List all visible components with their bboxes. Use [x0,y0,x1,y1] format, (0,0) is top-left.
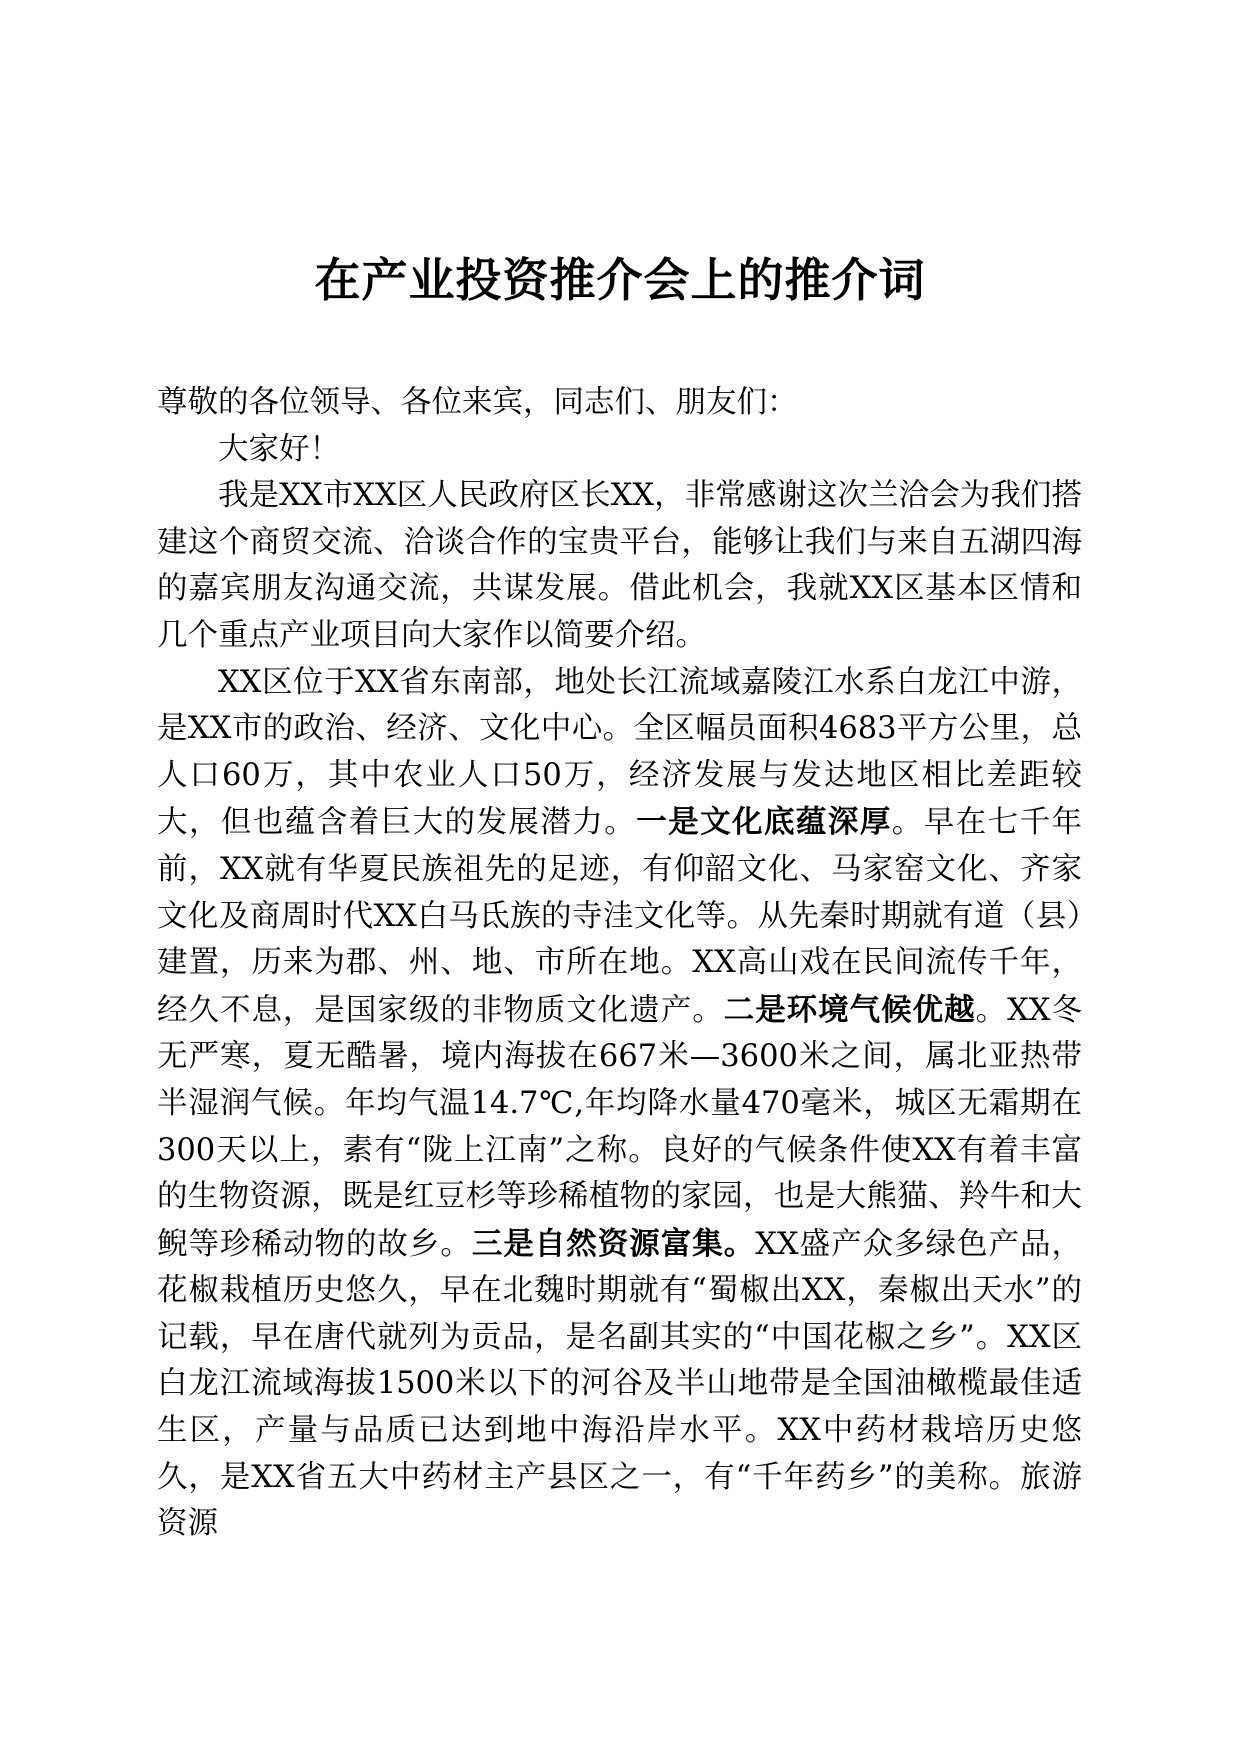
overview-text: XX区位于XX省东南部，地处长江流域嘉陵江水系白龙江中游，是XX市的政治、经济、文化中心。全区幅员面积4683平方公里，总人口60万，其中农业人口50万，经济发展与发达地区相比差距较大，但也蕴含着巨大的发展潜力。 [157,664,1082,841]
salutation: 尊敬的各位领导、各位来宾，同志们、朋友们： [157,385,798,420]
resources-text: XX盛产众多绿色产品，花椒栽植历史悠久，早在北魏时期就有“蜀椒出XX，秦椒出天水”的记载，早在唐代就列为贡品，是名副其实的“中国花椒之乡”。XX区白龙江流域海拔1500米以下的河谷及半山地带是全国油橄榄最佳适生区，产量与品质已达到地中海沿岸水平。XX中药材栽培历史悠久，是XX省五大中药材主产县区之一，有“千年药乡”的美称。旅游资源 [157,1226,1082,1542]
resources-heading: 三是自然资源富集。 [471,1225,756,1262]
paragraph-district-overview [157,660,1082,1548]
document-body [157,380,1082,1548]
climate-heading: 二是环境气候优越 [723,991,976,1028]
climate-text: 。XX冬无严寒，夏无酷暑，境内海拔在667米—3600米之间，属北亚热带半湿润气候。年均气温14.7℃,年均降水量470毫米，城区无霜期在300天以上，素有“陇上江南”之称。良好的气候条件使XX有着丰富的生物资源，既是红豆杉等珍稀植物的家园，也是大熊猫、羚牛和大鲵等珍稀动物的故乡。 [157,992,1082,1262]
culture-text: 。早在七千年前，XX就有华夏民族祖先的足迹，有仰韶文化、马家窑文化、齐家文化及商周时代XX白马氐族的寺洼文化等。从先秦时期就有道（县）建置，历来为郡、州、地、市所在地。XX高山戏在民间流传千年，经久不息，是国家级的非物质文化遗产。 [157,805,1083,1028]
paragraph-introduction: 我是XX市XX区人民政府区长XX，非常感谢这次兰洽会为我们搭建这个商贸交流、洽谈合作的宝贵平台，能够让我们与来自五湖四海的嘉宾朋友沟通交流，共谋发展。借此机会，我就XX区基本区情和几个重点产业项目向大家作以简要介绍。 [157,478,1082,653]
document-title: 在产业投资推介会上的推介词 [314,253,926,307]
greeting: 大家好！ [218,431,340,467]
culture-heading: 一是文化底蕴深厚 [636,804,892,841]
